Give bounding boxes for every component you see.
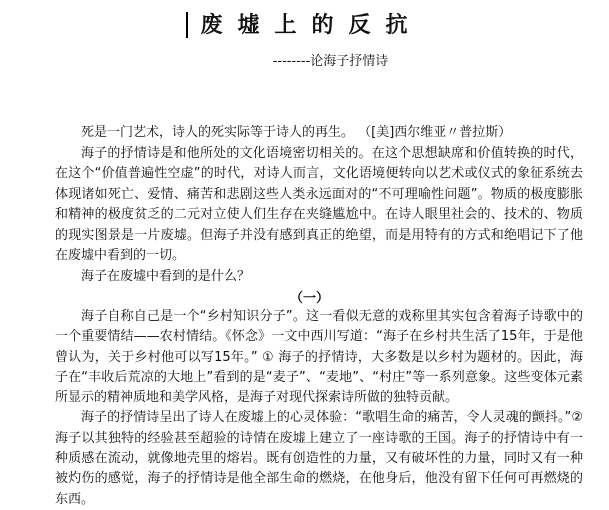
- section-body: [55, 307, 583, 510]
- epigraph-paragraph: 死是一门艺术，诗人的死实际等于诗人的再生。 （[美]西尔维亚〃普拉斯）: [81, 125, 512, 140]
- intro-body: [55, 123, 583, 287]
- question-paragraph: 海子在废墟中看到的是什么？: [81, 268, 251, 284]
- document-subtitle: --------论海子抒情诗: [272, 54, 389, 69]
- body-paragraph: 海子的抒情诗是和他所处的文化语境密切相关的。在这个思想缺席和价值转换的时代，在这个“价值普遍性空虚”的时代，对诗人而言，文化语境便转向以艺术或仪式的象征系统去体现诸如死亡、爱情、痛苦和悲剧这些人类永远面对的“不可理喻性问题”。物质的极度膨胀和精神的极度贫乏的二元对立使人们生存在夹缝尴尬中。在诗人眼里社会的、技术的、物质的现实图景是一片废墟。但海子并没有感到真正的绝望，而是用特有的方式和绝唱记下了他在废墟中看到的一切。: [55, 145, 583, 263]
- document-title: 废墟上的反抗: [200, 12, 423, 38]
- body-paragraph: 海子自称自己是一个“乡村知识分子”。这一看似无意的戏称里其实包含着海子诗歌中的一个重要情结——农村情结。《怀念》一文中西川写道：“海子在乡村共生活了15年，于是他曾认为，关于乡村他可以写15年。” ① 海子的抒情诗，大多数是以乡村为题材的。因此，海子在“丰收后荒凉的大地上”看到的是“麦子”、“麦地”、“村庄”等一系列意象。这些变体元素所显示的精神质地和美学风格，是海子对现代探索诗所做的独特贡献。: [55, 309, 583, 406]
- body-paragraph: 海子的抒情诗呈出了诗人在废墟上的心灵体验：“歌唱生命的痛苦，令人灵魂的颤抖。”②海子以其独特的经验甚至超验的诗情在废墟上建立了一座诗歌的王国。海子的抒情诗中有一种质感在流动，就像地壳里的熔岩。既有创造性的力量，又有破坏性的力量，同时又有一种被灼伤的感觉，海子的抒情诗是他全部生命的燃烧，在他身后，他没有留下任何可再燃烧的东西。: [55, 410, 583, 507]
- section-heading: （一）: [289, 291, 329, 306]
